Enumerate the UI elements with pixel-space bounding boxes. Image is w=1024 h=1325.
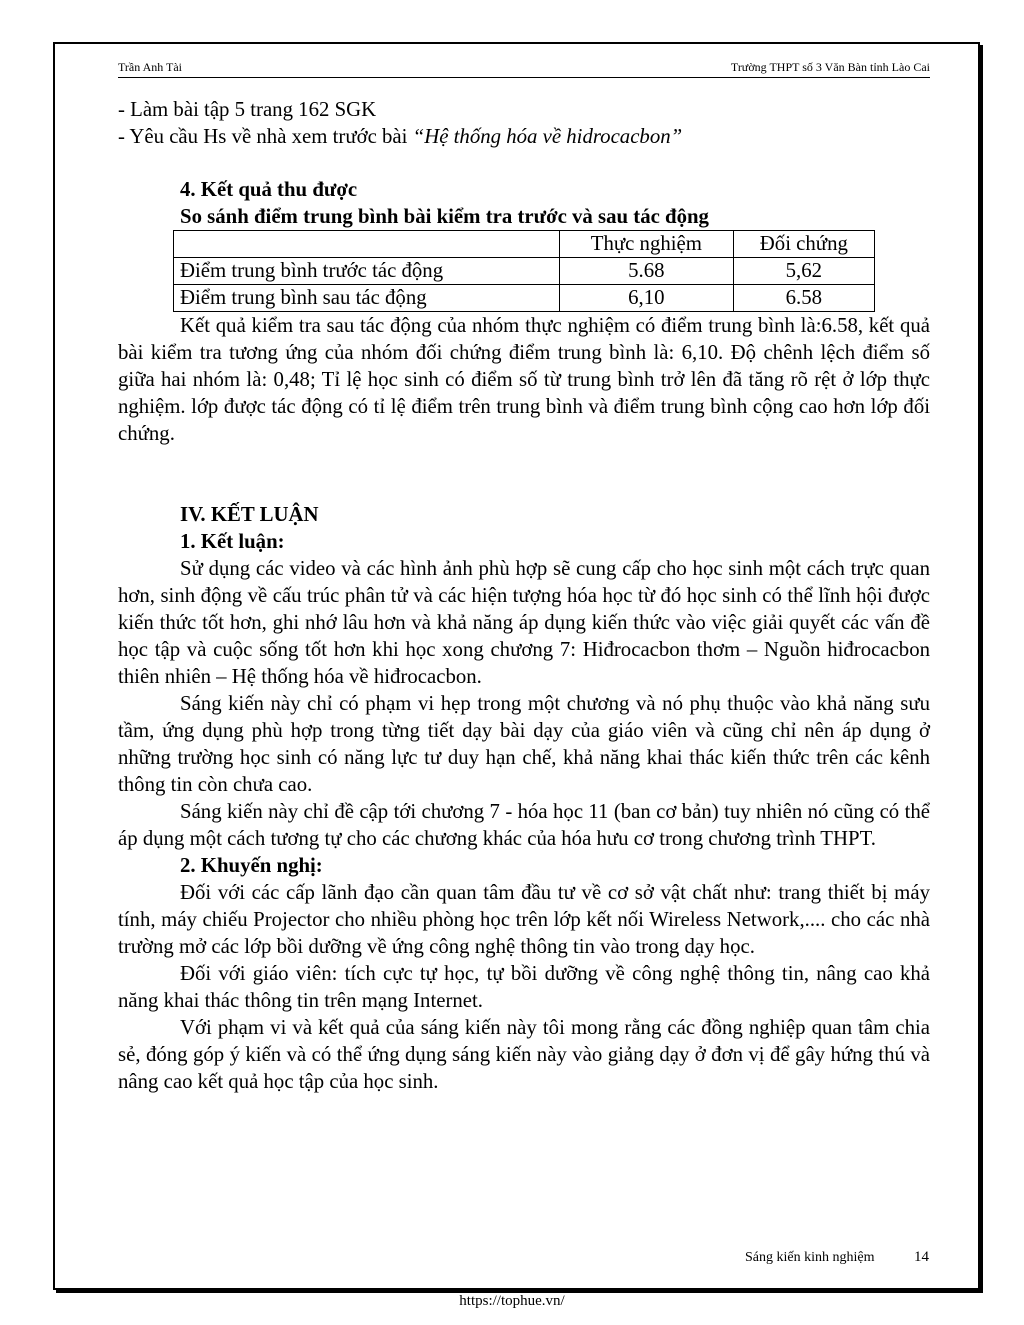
- homework-line: - Làm bài tập 5 trang 162 SGK: [118, 98, 377, 121]
- preview-lesson-title: “Hệ thống hóa về hidrocacbon”: [412, 125, 683, 148]
- source-url[interactable]: https://tophue.vn/: [459, 1293, 565, 1309]
- spacer: [118, 447, 930, 501]
- paragraph: Sáng kiến này chỉ có phạm vi hẹp trong một chương và nó phụ thuộc vào khả năng sưu tầm, ứng dụng phù hợp trong từng tiết dạy bài dạy của giáo viên và cũng chỉ nên áp dụng ở những trường học sinh có năng lực tư duy hạn chế, khả năng khai thác kiến thức trên các kênh thông tin còn chưa cao.: [118, 692, 930, 796]
- table-row: [174, 285, 875, 312]
- header-author: Trần Anh Tài: [118, 60, 183, 74]
- paragraph: Sáng kiến này chỉ đề cập tới chương 7 - hóa học 11 (ban cơ bản) tuy nhiên nó cũng có thể áp dụng một cách tương tự cho các chương khác của hóa hưu cơ trong chương trình THPT.: [118, 800, 930, 850]
- header-divider: [118, 77, 930, 78]
- table-header-cell: [174, 231, 560, 258]
- footer-label: Sáng kiến kinh nghiệm: [745, 1250, 875, 1265]
- section-4-title: 4. Kết quả thu được: [180, 178, 358, 201]
- table-cell: Điểm trung bình sau tác động: [174, 285, 560, 312]
- spacer: [118, 150, 930, 176]
- paragraph: Đối với các cấp lãnh đạo cần quan tâm đầu tư về cơ sở vật chất như: trang thiết bị máy tính, máy chiếu Projector cho nhiều phòng học trên lớp kết nối Wireless Network,.... cho các nhà trường mở các lớp bồi dưỡng về ứng công nghệ thông tin vào trong dạy học.: [118, 881, 930, 958]
- conclusion-subheading: 1. Kết luận:: [180, 530, 285, 553]
- result-paragraph: Kết quả kiểm tra sau tác động của nhóm thực nghiệm có điểm trung bình là:6.58, kết quả bài kiểm tra tương ứng của nhóm đối chứng điểm trung bình là: 6,10. Độ chênh lệch điểm số giữa hai nhóm là: 0,48; Tỉ lệ học sinh có điểm số từ trung bình trở lên đã tăng rõ rệt ở lớp thực nghiệm. lớp được tác động có tỉ lệ điểm trên trung bình và điểm trung bình cộng cao hơn lớp đối chứng.: [118, 314, 930, 445]
- table-header-cell: Thực nghiệm: [560, 231, 734, 258]
- preview-line-text: - Yêu cầu Hs về nhà xem trước bài: [118, 125, 413, 148]
- paragraph: Với phạm vi và kết quả của sáng kiến này tôi mong rằng các đồng nghiệp quan tâm chia sẻ, đóng góp ý kiến và có thể ứng dụng sáng kiến này vào giảng dạy ở đơn vị để gây hứng thú và nâng cao kết quả học tập của học sinh.: [118, 1016, 930, 1093]
- header-school: Trường THPT số 3 Văn Bàn tỉnh Lào Cai: [730, 60, 930, 74]
- page-number: 14: [914, 1249, 929, 1265]
- score-comparison-table: [173, 230, 875, 312]
- table-cell: 5,62: [733, 258, 874, 285]
- table-row: [174, 258, 875, 285]
- table-header-row: [174, 231, 875, 258]
- paragraph: Sử dụng các video và các hình ảnh phù hợp sẽ cung cấp cho học sinh một cách trực quan hơn, sinh động về cấu trúc phân tử và các hiện tượng hóa học từ đó học sinh có thể lĩnh hội được kiến thức tốt hơn, ghi nhớ lâu hơn và khả năng áp dụng kiến thức vào việc giải quyết các vấn đề học tập và cuộc sống tốt hơn khi học xong chương 7: Hiđrocacbon thơm – Nguồn hiđrocacbon thiên nhiên – Hệ thống hóa về hiđrocacbon.: [118, 557, 930, 688]
- table-cell: 6,10: [560, 285, 734, 312]
- paragraph: Đối với giáo viên: tích cực tự học, tự bồi dưỡng về công nghệ thông tin, nâng cao khả năng khai thác thông tin trên mạng Internet.: [118, 962, 930, 1012]
- table-cell: Điểm trung bình trước tác động: [174, 258, 560, 285]
- table-cell: 6.58: [733, 285, 874, 312]
- table-header-cell: Đối chứng: [733, 231, 874, 258]
- document-body: [118, 96, 930, 1095]
- conclusion-heading: IV. KẾT LUẬN: [180, 503, 319, 526]
- recommendation-subheading: 2. Khuyến nghị:: [180, 854, 323, 877]
- table-cell: 5.68: [560, 258, 734, 285]
- section-4-subtitle: So sánh điểm trung bình bài kiểm tra trước và sau tác động: [180, 205, 709, 228]
- preview-line: [118, 123, 930, 150]
